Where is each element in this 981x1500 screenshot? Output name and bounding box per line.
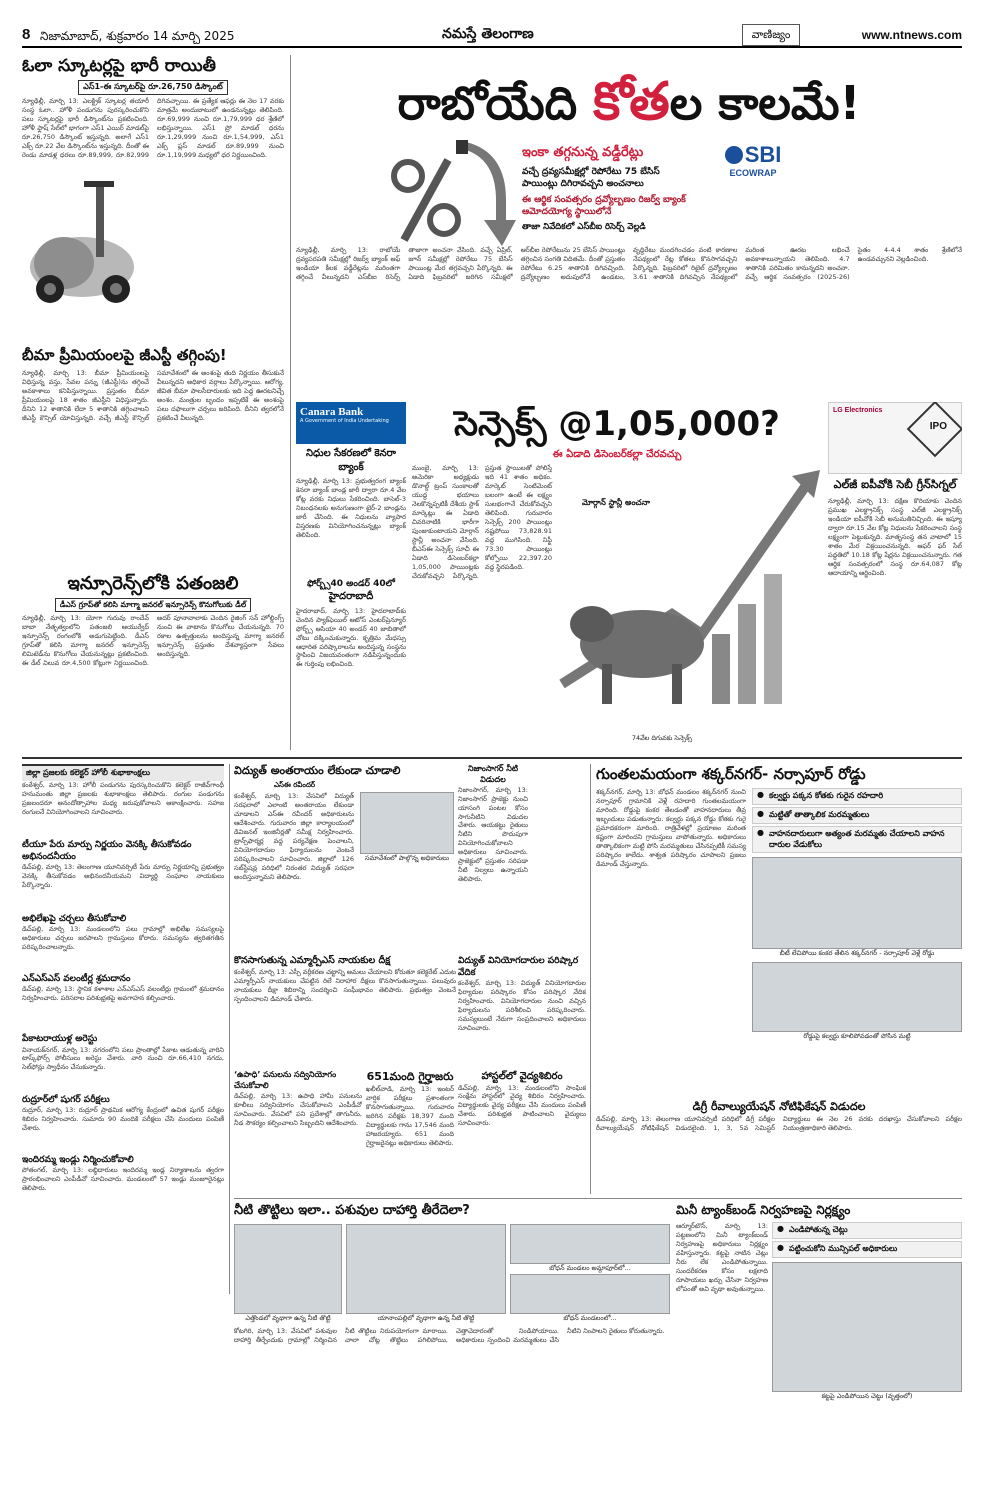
banner-part3: ల కాలమే! [669, 76, 861, 130]
brief6-headline: రుద్రూర్‌లో షుగర్ పరీక్షలు [22, 1094, 110, 1105]
canara-body: న్యూఢిల్లీ, మార్చి 13: ప్రభుత్వరంగ బ్యాంక్ కెనరా బ్యాంక్ బాండ్ల జారీ ద్వారా రూ.4 వేల కోట్ల వరకు నిధులు సేకరించింది. బాసెల్-3 నిబంధనలకు అనుగుణంగా టైర్-2 బాండ్లను జారీ చేసింది. ఈ నిధులను వ్యాపార విస్తరణకు వినియోగించనున్నట్లు బ్యాంక్ తెలిపింది. [296, 477, 406, 539]
hostel-headline: హాస్టల్‌లో వైద్యశిబిరం [481, 1071, 563, 1082]
vidyut1-caption: సమావేశంలో పాల్గొన్న అధికారులు [365, 854, 449, 863]
canara-story [296, 402, 406, 574]
sbi-label: SBI [744, 142, 782, 167]
nizamsagar-body: నిజాంసాగర్, మార్చి 13: నిజాంసాగర్ ప్రాజెక్టు నుంచి యాసంగి పంటల కోసం సాగునీటిని విడుదల చేశారు. ఆయకట్టు రైతులు నీటిని పొదుపుగా వినియోగించుకోవాలని అధికారులు సూచించారు. ప్రాజెక్టులో ప్రస్తుతం సరిపడా నీటి నిల్వలు ఉన్నాయని తెలిపారు. [458, 785, 528, 884]
ipo-label: IPO [929, 421, 947, 432]
road-bullet2: ● మట్టితో తాత్కాలిక మరమ్మతులు [752, 807, 962, 824]
tankbund-body: ఆర్మూర్‌టౌన్, మార్చి 13: పట్టణంలోని మినీ ట్యాంక్‌బండ్ నిర్వహణపై అధికారులు నిర్లక్ష్యం వహిస్తున్నారు. కట్టపై నాటిన చెట్లు నీరు లేక ఎండిపోతున్నాయి. సుందరీకరణ కోసం లక్షలాది రూపాయలు ఖర్చు చేసినా నిర్వహణ లోపంతో అవి వృథా అవుతున్నాయి. [676, 1222, 768, 1293]
briefs-column [22, 764, 224, 1294]
brief6-body: రుద్రూర్, మార్చి 13: రుద్రూర్ ప్రాథమిక ఆరోగ్య కేంద్రంలో ఉచిత షుగర్ పరీక్షల శిబిరం నిర్వహించారు. సుమారు 90 మందికి పరీక్షలు చేసి మందులు పంపిణీ చేశారు. [22, 1105, 224, 1132]
canara-headline: నిధుల సేకరణలో కెనరా బ్యాంక్ [306, 448, 396, 473]
sensex-story [412, 402, 822, 750]
percent-icon [390, 150, 462, 246]
sensex-sub1: ఈ ఏడాది డిసెంబర్‌కల్లా చేరవచ్చు [552, 448, 682, 460]
tankbund-story [676, 1202, 962, 1482]
ola-headline: ఓలా స్కూటర్లపై భారీ రాయితీ [22, 56, 216, 76]
rates-body: న్యూఢిల్లీ, మార్చి 13: రాబోయే ద్రవ్యపరపతి సమీక్షల్లో రిజర్వ్ బ్యాంక్ ఆఫ్ ఇండియా కీలక వడ్డీరేట్లను మరింతగా తగ్గించే వీలున్నదని ఎస్‌బీఐ రిసెర్చ్ తాజాగా అంచనా వేసింది. వచ్చే ఏప్రిల్, జూన్ సమీక్షల్లో రెపోరేటు 75 బేసిస్ పాయింట్ల మేర తగ్గవచ్చని పేర్కొన్నది. ఈ ఏడాది ఫిబ్రవరిలో జరిగిన సమీక్షలో ఆర్‌బీఐ రెపోరేటును 25 బేసిస్ పాయింట్లు తగ్గించిన సంగతి విదితమే. దీంతో ప్రస్తుతం రెపోరేటు 6.25 శాతానికి దిగివచ్చింది. ద్రవ్యోల్బణం అదుపులోనే ఉండటం, వృద్ధిరేటు మందగించడం వంటి కారణాల నేపథ్యంలో రేట్ల కోతలు కొనసాగవచ్చని పేర్కొన్నది. ఫిబ్రవరిలో రిటైల్ ద్రవ్యోల్బణం 3.61 శాతానికి దిగివచ్చిన నేపథ్యంలో మరింత ఊరట లభించే అవకాశాలున్నాయని తెలిపింది. 4.7 శాతానికి పరిమితం కానున్నదని అంచనా. వచ్చే ఆర్థిక సంవత్సరం (2025-26) సైతం 4-4.4 శాతం శ్రేణిలోనే ఉండవచ్చునని వెల్లడించింది. [296, 246, 962, 281]
bima-story [22, 345, 284, 565]
tankbund-caption: కట్టపై ఎండిపోయిన చెట్టు (వృత్తంలో) [821, 1391, 913, 1400]
tankbund-bullet2: ● పట్టించుకోని మున్సిపల్ అధికారులు [772, 1241, 962, 1258]
absent-headline: 651మంది గైర్హాజరు [366, 1070, 454, 1083]
road-photo-1 [752, 857, 962, 949]
water-caption4: బోధన్ మండలంలో... [563, 1314, 617, 1323]
vidyut2-headline: విద్యుత్ వినియోగదారుల పరిష్కార వేదిక [458, 956, 579, 979]
masthead [22, 22, 962, 48]
mps-story [234, 955, 456, 1065]
meeting-photo [360, 792, 454, 854]
road-story [596, 764, 962, 1094]
lg-body: న్యూఢిల్లీ, మార్చి 13: దక్షిణ కొరియాకు చెందిన ప్రముఖ ఎలక్ట్రానిక్స్ సంస్థ ఎల్‌జీ ఎలక్ట్రానిక్స్ ఇండియా ఐపీవోకి సెబీ అనుమతినిచ్చింది. ఈ ఇష్యూ ద్వారా రూ.15 వేల కోట్ల నిధులను సేకరించాలని సంస్థ లక్ష్యంగా పెట్టుకున్నది. మాతృసంస్థ తన వాటాలో 15 శాతం మేర విక్రయించనున్నది. ఆఫర్ ఫర్ సేల్ పద్ధతిలో 10.18 కోట్ల షేర్లను విక్రయించనున్నారు. గత ఆర్థిక సంవత్సరంలో సంస్థ రూ.64,087 కోట్ల ఆదాయాన్ని ఆర్జించింది. [828, 496, 962, 577]
patanjali-body: న్యూఢిల్లీ, మార్చి 13: యోగా గురువు రాందేవ్ బాబా నేతృత్వంలోని పతంజలి ఆయుర్వేద్ ఇన్సూరెన్స్ రంగంలోకి అడుగుపెట్టింది. డీఎస్ గ్రూప్‌తో కలిసి మాగ్మా జనరల్ ఇన్సూరెన్స్ లిమిటెడ్‌ను కొనుగోలు చేయనున్నట్లు ప్రకటించింది. ఈ డీల్ విలువ రూ.4,500 కోట్లుగా నిర్ణయించింది. అదర్ పూనావాలాకు చెందిన రైజింగ్ సన్ హోల్డింగ్స్ నుంచి ఈ వాటాను కొనుగోలు చేయనున్నది. 70 రకాల ఉత్పత్తులను అందిస్తున్న మాగ్మా జనరల్ ఇన్సూరెన్స్ ప్రస్తుతం దేశవ్యాప్తంగా సేవలు అందిస్తున్నది. [22, 614, 284, 668]
hostel-body: డిచ్‌పల్లి, మార్చి 13: మండలంలోని సాంఘిక సంక్షేమ హాస్టల్‌లో వైద్య శిబిరం నిర్వహించారు. విద్యార్థులకు వైద్య పరీక్షలు చేసి మందులు పంపిణీ చేశారు. పరిశుభ్రత పాటించాలని వైద్యులు సూచించారు. [458, 1083, 586, 1128]
brief3-body: డిచ్‌పల్లి, మార్చి 13: మండలంలోని పలు గ్రామాల్లో అభిలేఖ సమస్యలపై అధికారులు చర్చలు జరపాలని గ్రామస్తులు కోరారు. సమస్యను త్వరితగతిన పరిష్కరించాలన్నారు. [22, 925, 224, 952]
road-photo-2 [752, 962, 962, 1032]
mps-headline: కొనసాగుతున్న ఎమ్మార్పీఎస్ నాయకుల దీక్ష [234, 955, 391, 966]
paper-name: నమస్తే తెలంగాణ [442, 26, 534, 42]
tankbund-photo [772, 1262, 962, 1392]
rates-kicker-box [522, 144, 694, 234]
water-photo-3 [510, 1224, 670, 1264]
brief4-headline: ఎన్‌ఎస్‌ఎస్ వలంటీర్ల శ్రమదానం [22, 974, 131, 985]
water-caption1: ఎత్తొండలో వృథాగా ఉన్న నీటి తొట్టి [245, 1313, 331, 1322]
brief3-headline: అభిలేఖపై చర్చలు తీసుకోవాలి [22, 914, 127, 925]
forbes-headline: ఫోర్బ్స్‌40 అండర్ 40లో [307, 579, 395, 589]
main-banner [296, 72, 962, 134]
water-story [234, 1202, 670, 1482]
scooter-image [26, 167, 138, 307]
water-photo-2 [346, 1224, 506, 1314]
rates-story [296, 140, 962, 330]
banner-part1: రాబోయేది [397, 76, 594, 130]
sensex-caption: 74వేల దిగువకు సెన్సెక్స్ [631, 734, 693, 742]
brief5-headline: పేకాటరాయుళ్ల అరెస్టు [22, 1034, 98, 1045]
vidyut1-body: కంఠేశ్వర్, మార్చి 13: వేసవిలో విద్యుత్ సరఫరాలో ఎలాంటి అంతరాయం లేకుండా చూడాలని ఎస్‌ఈ రవీందర్ అధికారులను ఆదేశించారు. గురువారం జిల్లా కార్యాలయంలో డివిజనల్ ఇంజినీర్లతో సమీక్ష నిర్వహించారు. ట్రాన్స్‌ఫార్మర్ల వద్ద పర్యవేక్షణ పెంచాలని, వినియోగదారుల ఫిర్యాదులను వెంటనే పరిష్కరించాలని సూచించారు. జిల్లాలో 126 సబ్‌స్టేషన్ల పరిధిలో నిరంతర విద్యుత్ సరఫరా అందిస్తున్నామని తెలిపారు. [234, 792, 354, 881]
road-caption1: బీటీ లేచిపోయి కంకర తేలిన శక్కర్‌నగర్ - నర్సాపూర్ వెళ్లే రోడ్డు [779, 949, 935, 958]
patanjali-story [22, 572, 284, 750]
water-body: కోటగిరి, మార్చి 13: వేసవిలో పశువుల దాహార్తి తీర్చేందుకు గ్రామాల్లో నిర్మించిన నీటి తొట్టిలు నిరుపయోగంగా మారాయి. చాలా చోట్ల తొట్టిలు పగిలిపోయి, చెత్తాచెదారంతో నిండిపోయాయి. అధికారులు స్పందించి మరమ్మతులు చేసి నీటిని నింపాలని రైతులు కోరుతున్నారు. [234, 1327, 665, 1345]
banner-highlight: కోత [593, 72, 670, 132]
bima-headline: బీమా ప్రీమియంలపై జీఎస్టీ తగ్గింపు! [22, 346, 227, 364]
patanjali-headline: ఇన్సూరెన్స్‌లోకి పతంజలి [67, 573, 239, 594]
forbes-subhead: హైదరాబాదీ [328, 591, 374, 603]
sensex-headline: సెన్సెక్స్ @1,05,000? [454, 404, 780, 444]
absent-body: ఖలీల్‌వాడి, మార్చి 13: ఇంటర్ వార్షిక పరీక్షలు ప్రశాంతంగా కొనసాగుతున్నాయి. గురువారం జరిగిన పరీక్షకు 18,397 మంది విద్యార్థులకు గాను 17,546 మంది హాజరయ్యారు. 651 మంది గైర్హాజరైనట్లు అధికారులు తెలిపారు. [366, 1084, 454, 1147]
vidyut1-story [234, 764, 454, 950]
ecowrap-label: ECOWRAP [729, 168, 777, 178]
upadhi-body: డిచ్‌పల్లి, మార్చి 13: ఉపాధి హామీ పనులను కూలీలు సద్వినియోగం చేసుకోవాలని ఎంపీడీవో సూచించారు. వేసవిలో పని ప్రదేశాల్లో తాగునీరు, నీడ సౌకర్యం కల్పించాలని సిబ్బందిని ఆదేశించారు. [234, 1091, 362, 1127]
nizamsagar-story [458, 764, 528, 950]
bima-body: న్యూఢిల్లీ, మార్చి 13: బీమా ప్రీమియంలపై విధిస్తున్న వస్తు, సేవల పన్ను (జీఎస్టీ)ను తగ్గించే అవకాశాలు కనిపిస్తున్నాయి. ప్రస్తుతం బీమా ప్రీమియంలపై 18 శాతం జీఎస్టీని విధిస్తున్నారు. దీనిని 12 శాతానికి లేదా 5 శాతానికి తగ్గించాలని జీఎస్టీ కౌన్సిల్ యోచిస్తున్నది. వచ్చే జీఎస్టీ కౌన్సిల్ సమావేశంలో ఈ అంశంపై తుది నిర్ణయం తీసుకునే వీలున్నదని అధికార వర్గాలు పేర్కొన్నాయి. ఆరోగ్య, జీవిత బీమా పాలసీదారులకు ఇది పెద్ద ఊరటనిచ్చే అంశం. మంత్రుల బృందం ఇప్పటికే ఈ అంశంపై పలు దఫాలుగా చర్చలు జరిపింది. దీనిని త్వరలోనే ప్రకటించే వీలున్నది. [22, 369, 284, 423]
lg-story [828, 402, 962, 750]
brief2-body: డిచ్‌పల్లి, మార్చి 13: తెలంగాణ యూనివర్సిటీ పేరు మార్పు నిర్ణయాన్ని ప్రభుత్వం వెనక్కి తీసుకోవడం అభినందనీయమని విద్యార్థి సంఘాల నాయకులు పేర్కొన్నారు. [22, 863, 224, 890]
hostel-story [458, 1070, 586, 1194]
upadhi-headline: ‘ఉపాధి’ పనులను సద్వినియోగం చేసుకోవాలి [234, 1070, 337, 1090]
downward-arrow-icon [456, 140, 516, 250]
sbi-logo [704, 142, 802, 200]
brief5-body: వినాయక్‌నగర్, మార్చి 13: నగరంలోని పలు ప్రాంతాల్లో పేకాట ఆడుతున్న వారిని టాస్క్‌ఫోర్స్ పోలీసులు అరెస్టు చేశారు. వారి నుంచి రూ.66,410 నగదు, సెల్‌ఫోన్లు స్వాధీనం చేసుకున్నారు. [22, 1045, 224, 1072]
lg-image [828, 402, 962, 474]
page-number: 8 [22, 26, 31, 43]
rates-kicker: ఇంకా తగ్గనున్న వడ్డీరేట్లు [522, 145, 644, 160]
road-bullet1: ● కల్వర్టు పక్కన కోతకు గురైన రహదారి [752, 788, 962, 805]
section-tag: వాణిజ్యం [742, 24, 800, 46]
tankbund-bullet1: ● ఎండిపోతున్న చెట్లు [772, 1222, 962, 1239]
brief1-body: కంఠేశ్వర్, మార్చి 13: హోలీ పండుగను పురస్కరించుకొని కలెక్టర్ రాజీవ్‌గాంధీ హనుమంతు జిల్లా ప్రజలకు శుభాకాంక్షలు తెలిపారు. రంగుల పండుగను ప్రజలందరూ ఆనందోత్సాహాల మధ్య జరుపుకోవాలని ఆకాంక్షించారు. సహజ రంగులనే వినియోగించాలని సూచించారు. [22, 780, 224, 816]
road-headline: గుంతలమయంగా శక్కర్‌నగర్- నర్సాపూర్ రోడ్డు [596, 765, 866, 783]
road-body: శక్కర్‌నగర్, మార్చి 13: బోధన్ మండలం శక్కర్‌నగర్ నుంచి నర్సాపూర్ గ్రామానికి వెళ్లే రహదారి గుంతలమయంగా మారింది. రోడ్డుపై కంకర తేలడంతో వాహనదారులు తీవ్ర ఇబ్బందులు పడుతున్నారు. కల్వర్టు పక్కన రోడ్డు కోతకు గురై ప్రమాదకరంగా మారింది. రాత్రివేళల్లో ప్రయాణం మరింత కష్టంగా మారిందని గ్రామస్తులు వాపోతున్నారు. అధికారులు తాత్కాలికంగా మట్టి పోసి మరమ్మతులు చేసినప్పటికీ సమస్య పరిష్కారం కాలేదు. శాశ్వత పరిష్కారం చూపాలని ప్రజలు డిమాండ్ చేస్తున్నారు. [596, 788, 746, 868]
canara-logo: Canara Bank A Government of India Undertaking [296, 402, 406, 444]
vidyut2-story [458, 955, 586, 1065]
vidyut1-byline: ఎస్‌ఈ రవీందర్ [274, 780, 316, 789]
forbes-story [296, 578, 406, 750]
water-photo-4 [510, 1274, 670, 1314]
brief7-headline: ఇందిరమ్మ ఇండ్లు నిర్మించుకోవాలి [22, 1154, 134, 1165]
lg-logo: LG Electronics [833, 407, 883, 414]
forbes-body: హైదరాబాద్, మార్చి 13: హైదరాబాద్‌కు చెందిన ప్యాక్‌ఫెయిల్ ఆటోస్ ఎంటర్‌ప్రెన్యూర్‌ ఫోర్బ్స్ ఆసియా 40 అండర్ 40 జాబితాలో చోటు దక్కించుకున్నారు. కృత్రిమ మేధస్సు ఆధారిత పరిష్కారాలను అందిస్తున్న సంస్థను స్థాపించి విజయవంతంగా నడిపిస్తున్నందుకు ఈ గుర్తింపు లభించింది. [296, 606, 406, 669]
upadhi-story [234, 1070, 362, 1194]
degree-headline: డిగ్రీ రీవాల్యుయేషన్ నోటిఫికేషన్ విడుదల [692, 1100, 866, 1113]
rates-line3: తాజా నివేదికలో ఎస్‌బీఐ రిసెర్చ్ వెల్లడి [522, 222, 646, 233]
water-caption2: యానాంపల్లిలో వృథాగా ఉన్న నీటి తొట్టి [377, 1313, 475, 1322]
patanjali-subhead: డీఎస్ గ్రూప్‌తో కలిసి మాగ్మా జనరల్ ఇన్సూరెన్స్ కొనుగోలుకు డీల్ [55, 598, 251, 612]
road-bullet3: ● వాహనదారులుగా అత్యంత మరమ్మతు చేయాలని వాహన దారుల వేడుకోలు [752, 826, 962, 854]
vidyut2-body: కంఠేశ్వర్, మార్చి 13: విద్యుత్ వినియోగదారుల ఫిర్యాదుల పరిష్కారం కోసం పరిష్కార వేదిక నిర్వహించారు. వినియోగదారుల నుంచి వచ్చిన ఫిర్యాదులను పరిశీలించి పరిష్కరించారు. సమస్యలుంటే నేరుగా సంప్రదించాలని అధికారులు సూచించారు. [458, 979, 586, 1033]
sensex-body: ముంబై, మార్చి 13: అమెరికా అధ్యక్షుడు డొనాల్డ్ ట్రంప్ సుంకాలతో యుద్ధ భయాలు నెలకొన్నప్పటికీ దేశీయ స్టాక్ మార్కెట్లు ఈ ఏడాది చివరినాటికి భారీగా పుంజుకుంటాయని మోర్గాన్ స్టాన్లీ అంచనా వేసింది. బీఎస్‌ఈ సెన్సెక్స్ సూచీ ఈ ఏడాది డిసెంబర్‌కల్లా 1,05,000 పాయింట్లకు చేరుకోవచ్చని పేర్కొన్నది. ప్రస్తుత స్థాయిలతో పోలిస్తే ఇది 41 శాతం అధికం. మార్కెట్ సెంటిమెంట్ బలంగా ఉంటే ఈ లక్ష్యం సులభంగానే చేరుకోవచ్చని తెలిపింది. గురువారం సెన్సెక్స్ 200 పాయింట్లు నష్టపోయి 73,828.91 వద్ద ముగిసింది. నిఫ్టీ 73.30 పాయింట్లు కోల్పోయి 22,397.20 వద్ద స్థిరపడింది. [412, 464, 552, 580]
degree-story [596, 1100, 962, 1194]
brief2-headline: టీయూ పేరు మార్పు నిర్ణయం వెనక్కి తీసుకోవడం అభినందనీయం [22, 839, 192, 862]
ola-body: న్యూఢిల్లీ, మార్చి 13: ఎలక్ట్రిక్ స్కూటర్ల తయారీ సంస్థ ఓలా.. హోళీ పండుగను పురస్కరించుకొని పలు స్కూటర్లపై భారీ డిస్కౌంట్‌ను ప్రకటించింది. హోళీ ఫ్లాష్ సేల్‌లో భాగంగా ఎస్1 ఎయిర్ మాడల్‌పై రూ.26,750 డిస్కౌంట్ ఇస్తున్నది. అలాగే ఎస్1 ఎక్స్ రూ.22 వేల డిస్కౌంట్‌ను ఇస్తున్నది. దీంతో ఈ రెండు మాడళ్ల ధరలు రూ.89,999, రూ.82,999 దిగివచ్చాయి. ఈ ప్రత్యేక ఆఫర్లు ఈ నెల 17 వరకు మాత్రమే అందుబాటులో ఉండనున్నట్లు తెలిపింది. రూ.69,999 నుంచి రూ.1,79,999 ధర శ్రేణిలో లభిస్తున్నాయి. ఎస్1 ప్రో మాడల్ ధరను రూ.1,29,999 నుంచి రూ.1,54,999, ఎస్1 ఎక్స్ ప్లస్ మాడల్ రూ.89,999 నుంచి రూ.1,19,999 మధ్యలో ధర నిర్ణయించింది. [22, 96, 284, 159]
vidyut1-headline: విద్యుత్ అంతరాయం లేకుండా చూడాలి [234, 764, 401, 777]
road-caption2: రోడ్డుపై కల్వర్టు కూలిపోవడంతో పోసిన మట్టి [803, 1032, 911, 1041]
water-photo-1 [234, 1224, 342, 1314]
tankbund-headline: మినీ ట్యాంక్‌బండ్ నిర్వహణపై నిర్లక్ష్యం [676, 1203, 851, 1217]
water-caption3: బోధన్ మండలం అమ్దాపూర్‌లో... [549, 1263, 631, 1272]
brief1-headline: జిల్లా ప్రజలకు కలెక్టర్ హోలీ శుభాకాంక్షలు [22, 764, 224, 781]
mps-body: కంఠేశ్వర్, మార్చి 13: ఎస్సీ వర్గీకరణ చట్టాన్ని అమలు చేయాలని కోరుతూ కలెక్టరేట్ ఎదుట ఎమ్మార్పీఎస్ నాయకులు చేపట్టిన రిలే నిరాహార దీక్షలు కొనసాగుతున్నాయి. పలువురు నాయకులు దీక్షా శిబిరాన్ని సందర్శించి సంఘీభావం తెలిపారు. ప్రభుత్వం వెంటనే స్పందించాలని డిమాండ్ చేశారు. [234, 967, 456, 1003]
dateline: నిజామాబాద్, శుక్రవారం 14 మార్చి 2025 [40, 29, 235, 43]
rates-line1: వచ్చే ద్రవ్యసమీక్షల్లో రెపోరేటు 75 బేసిస్ పాయింట్లు దిగిరావచ్చని అంచనాలు [522, 166, 660, 189]
website-link[interactable]: www.ntnews.com [861, 28, 962, 42]
degree-body: డిచ్‌పల్లి, మార్చి 13: తెలంగాణ యూనివర్సిటీ పరిధిలో డిగ్రీ పరీక్షల రీవాల్యుయేషన్ నోటిఫికేషన్ విడుదలైంది. 1, 3, 5వ సెమిస్టర్ విద్యార్థులు ఈ నెల 26 వరకు దరఖాస్తు చేసుకోవాలని పరీక్షల నియంత్రణాధికారి తెలిపారు. [596, 1114, 962, 1132]
brief4-body: డిచ్‌పల్లి, మార్చి 13: స్థానిక కళాశాల ఎన్‌ఎస్‌ఎస్ వలంటీర్లు గ్రామంలో శ్రమదానం నిర్వహించారు. పరిసరాల పరిశుభ్రతపై అవగాహన కల్పించారు. [22, 985, 224, 1003]
sensex-sub2: మోర్గాన్ స్టాన్లీ అంచనా [582, 498, 650, 507]
rates-line2: ఈ ఆర్థిక సంవత్సరం ద్రవ్యోల్బణం రిజర్వ్ బ్యాంక్ ఆమోదయోగ్య స్థాయిలోనే [522, 194, 686, 217]
ola-subhead: ఎస్1-ఈ స్కూటర్‌పై రూ.26,750 డిస్కౌంట్ [78, 80, 228, 95]
ola-story [22, 55, 284, 337]
lg-headline: ఎల్‌జీ ఐపీవోకి సెబీ గ్రీన్‌సిగ్నల్ [833, 478, 957, 491]
nizamsagar-headline: నిజాంసాగర్ నీటి విడుదల [467, 764, 519, 784]
water-headline: నీటి తొట్టిలు ఇలా.. పశువుల దాహార్తి తీరేదెలా? [234, 1203, 470, 1218]
brief7-body: పోతంగల్, మార్చి 13: లబ్ధిదారులు ఇందిరమ్మ ఇండ్ల నిర్మాణాలను త్వరగా ప్రారంభించాలని ఎంపీడీవో సూచించారు. మండలంలో 57 ఇండ్లు మంజూరైనట్లు తెలిపారు. [22, 1165, 224, 1192]
absent-story [366, 1070, 454, 1194]
